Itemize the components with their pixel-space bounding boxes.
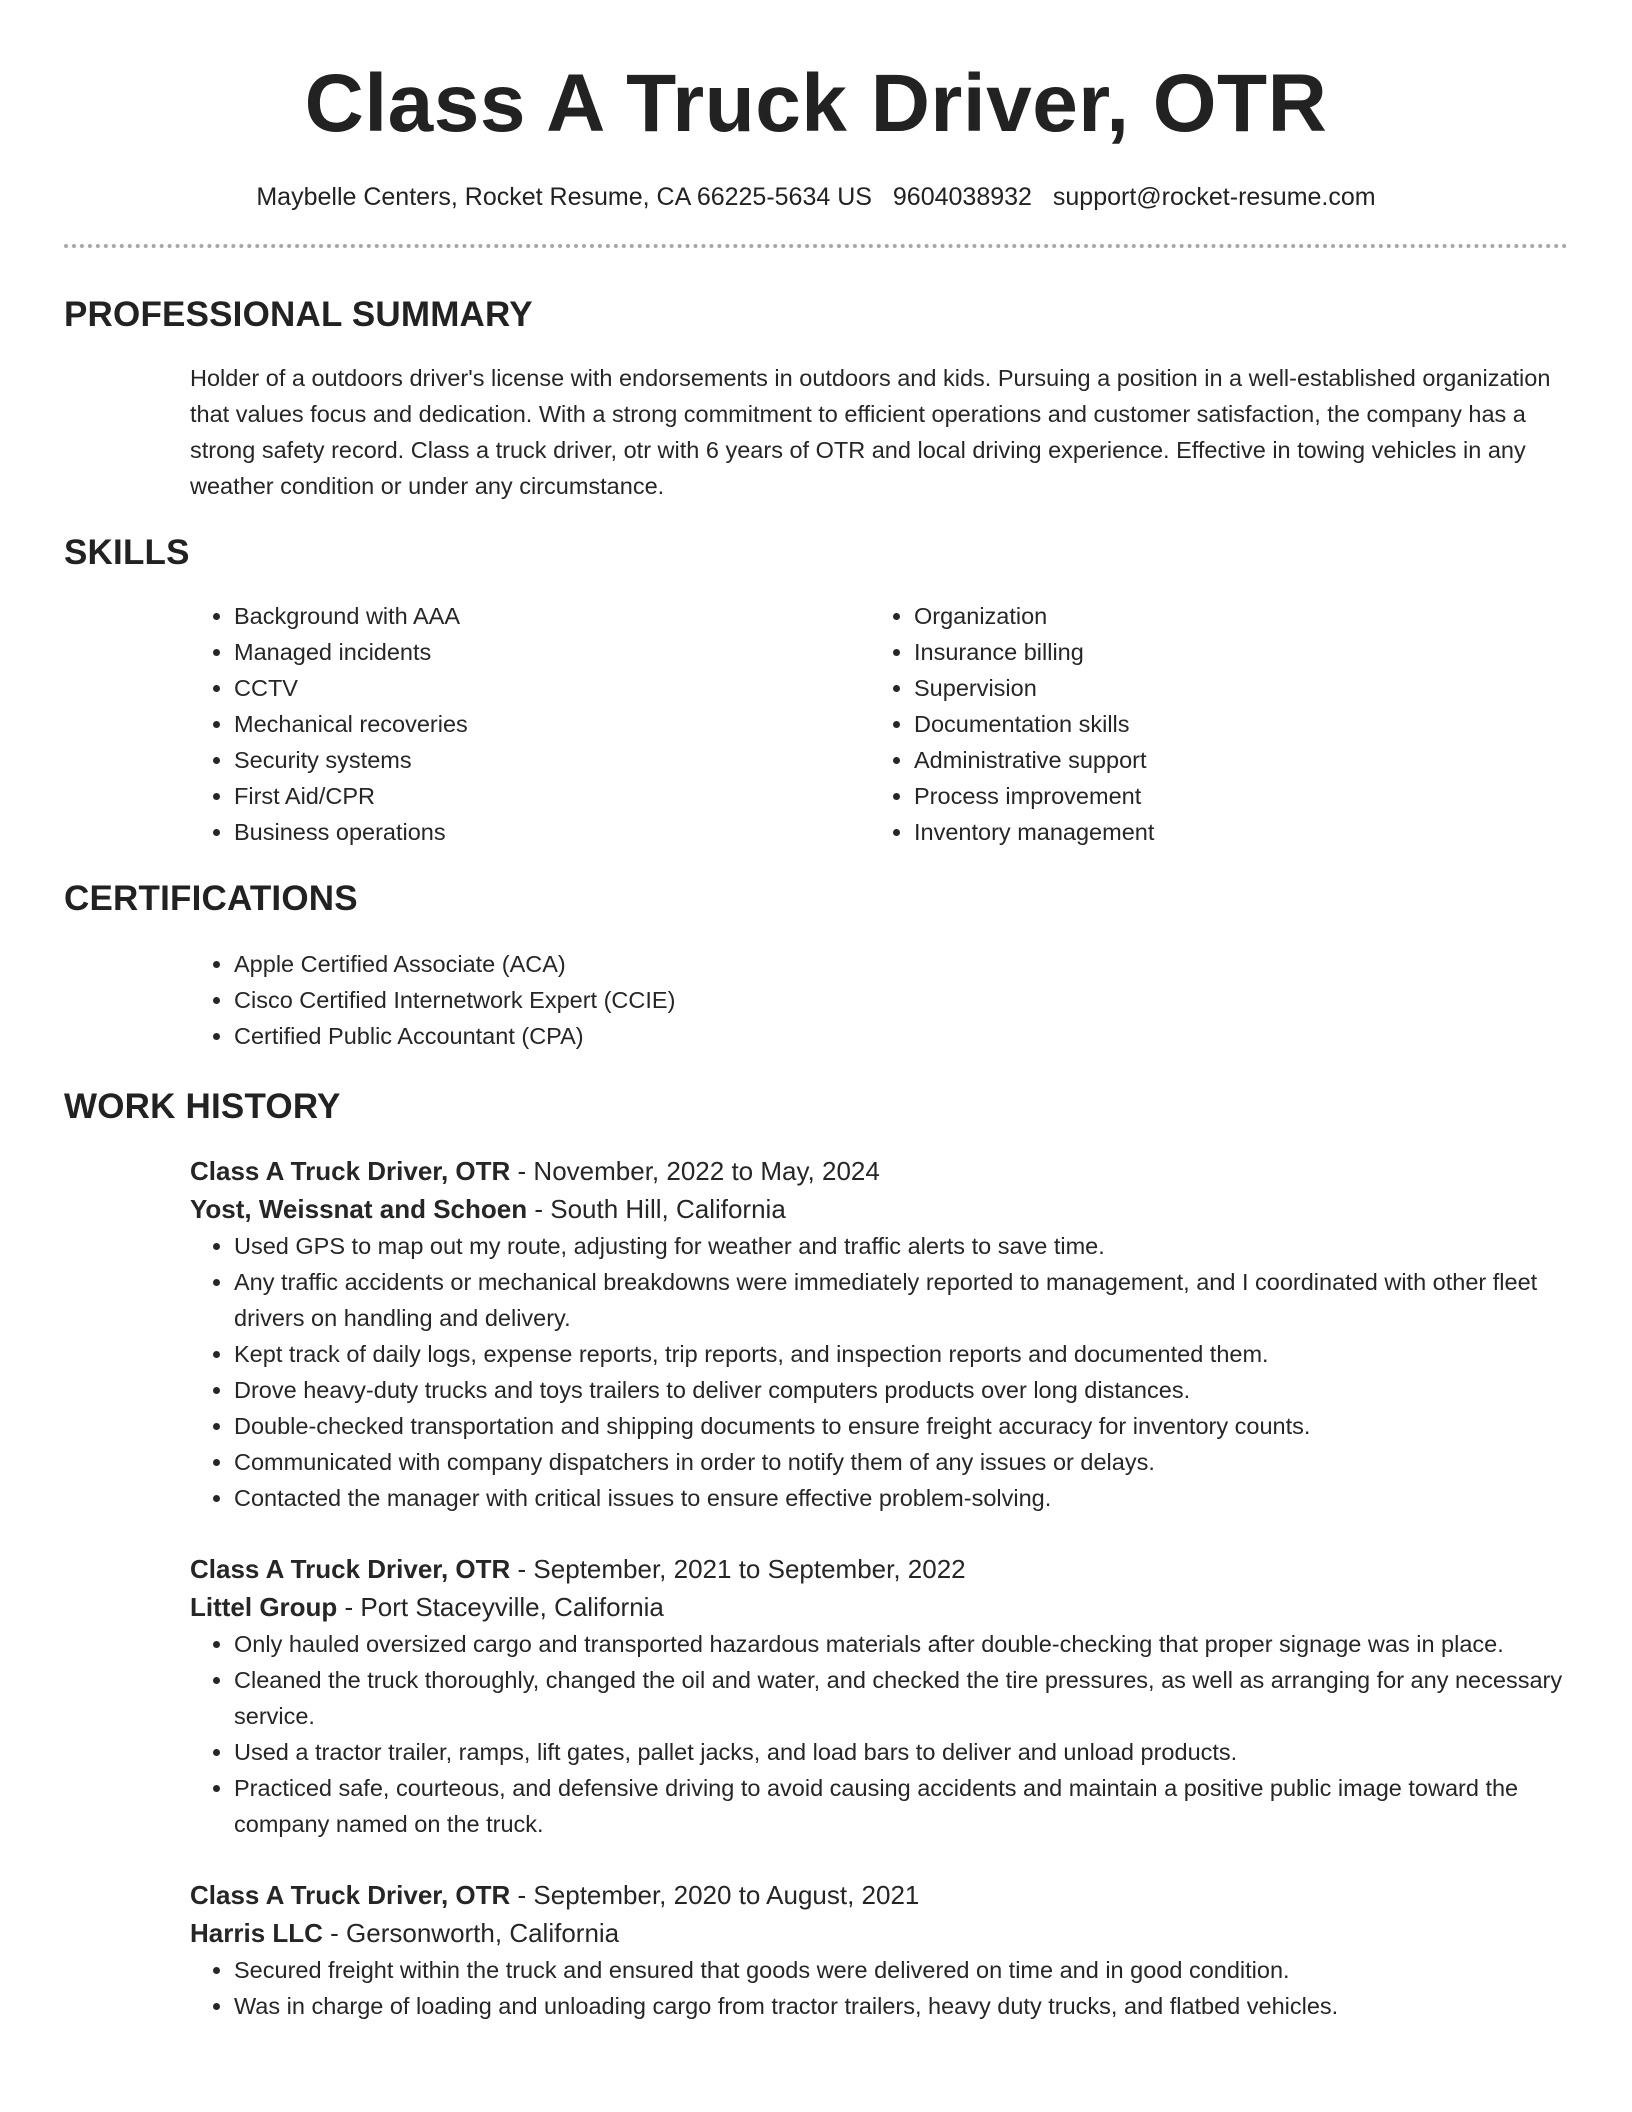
skill-item: • Organization	[914, 598, 1550, 634]
resume-name: Class A Truck Driver, OTR	[304, 58, 1328, 149]
job-entry	[64, 1550, 1568, 1842]
job-bullet: • Double-checked transportation and shipping documents to ensure freight accuracy for inventory counts.	[234, 1408, 1568, 1444]
skill-item: • Background with AAA	[234, 598, 870, 634]
skill-item: • Managed incidents	[234, 634, 870, 670]
job-company: Littel Group	[190, 1592, 338, 1622]
job-role: Class A Truck Driver, OTR	[190, 1880, 511, 1910]
job-bullets	[190, 1952, 1568, 2024]
job-dates: - September, 2020 to August, 2021	[510, 1880, 920, 1910]
contact-line	[64, 180, 1568, 214]
certifications-heading: CERTIFICATIONS	[64, 879, 358, 918]
skill-item: • Security systems	[234, 742, 870, 778]
job-title-line	[190, 1152, 1568, 1190]
job-location: - Gersonworth, California	[322, 1918, 620, 1948]
skill-item: • Inventory management	[914, 814, 1550, 850]
address-text: Maybelle Centers, Rocket Resume, CA 66225-5634 US	[256, 183, 872, 211]
certification-item: • Apple Certified Associate (ACA)	[234, 946, 1568, 982]
skill-item: • Mechanical recoveries	[234, 706, 870, 742]
job-company: Harris LLC	[190, 1918, 323, 1948]
job-bullet: • Secured freight within the truck and ensured that goods were delivered on time and in good condition.	[234, 1952, 1568, 1988]
job-location: - South Hill, California	[527, 1194, 786, 1224]
skills-grid	[190, 598, 1568, 850]
job-company: Yost, Weissnat and Schoen	[190, 1194, 528, 1224]
certification-item: • Certified Public Accountant (CPA)	[234, 1018, 1568, 1054]
header-divider	[64, 244, 1568, 248]
skills-column-right	[870, 598, 1550, 850]
job-company-line	[190, 1588, 1568, 1626]
certification-item: • Cisco Certified Internetwork Expert (CCIE)	[234, 982, 1568, 1018]
skills-column-left	[190, 598, 870, 850]
job-bullet: • Practiced safe, courteous, and defensive driving to avoid causing accidents and maintain a positive public image toward the company named on the truck.	[234, 1770, 1568, 1842]
job-company-line	[190, 1190, 1568, 1228]
job-dates: - November, 2022 to May, 2024	[510, 1156, 880, 1186]
skill-item: • First Aid/CPR	[234, 778, 870, 814]
job-dates: - September, 2021 to September, 2022	[510, 1554, 966, 1584]
summary-heading: PROFESSIONAL SUMMARY	[64, 295, 533, 334]
job-bullet: • Communicated with company dispatchers in order to notify them of any issues or delays.	[234, 1444, 1568, 1480]
summary-text: Holder of a outdoors driver's license with endorsements in outdoors and kids. Pursuing a position in a well-established organization that values focus and dedication. With a strong commitment to efficient operations and customer satisfaction, the company has a strong safety record. Class a truck driver, otr with 6 years of OTR and local driving experience. Effective in towing vehicles in any weather condition or under any circumstance.	[190, 365, 1551, 499]
skill-item: • Business operations	[234, 814, 870, 850]
skill-item: • CCTV	[234, 670, 870, 706]
job-bullet: • Was in charge of loading and unloading cargo from tractor trailers, heavy duty trucks, and flatbed vehicles.	[234, 1988, 1568, 2024]
skill-item: • Documentation skills	[914, 706, 1550, 742]
skill-item: • Insurance billing	[914, 634, 1550, 670]
skill-item: • Administrative support	[914, 742, 1550, 778]
job-entry	[64, 1152, 1568, 1516]
job-role: Class A Truck Driver, OTR	[190, 1156, 511, 1186]
job-role: Class A Truck Driver, OTR	[190, 1554, 511, 1584]
job-bullets	[190, 1626, 1568, 1842]
job-title-line	[190, 1550, 1568, 1588]
job-location: - Port Staceyville, California	[337, 1592, 664, 1622]
job-bullet: • Only hauled oversized cargo and transported hazardous materials after double-checking that proper signage was in place.	[234, 1626, 1568, 1662]
skill-item: • Process improvement	[914, 778, 1550, 814]
job-entry	[64, 1876, 1568, 2024]
work-history-heading: WORK HISTORY	[64, 1087, 341, 1126]
job-bullet: • Any traffic accidents or mechanical breakdowns were immediately reported to management, and I coordinated with other fleet drivers on handling and delivery.	[234, 1264, 1568, 1336]
job-title-line	[190, 1876, 1568, 1914]
job-bullet: • Kept track of daily logs, expense reports, trip reports, and inspection reports and documented them.	[234, 1336, 1568, 1372]
phone-text: 9604038932	[892, 183, 1032, 211]
job-company-line	[190, 1914, 1568, 1952]
job-bullet: • Contacted the manager with critical issues to ensure effective problem-solving.	[234, 1480, 1568, 1516]
job-bullets	[190, 1228, 1568, 1516]
job-bullet: • Cleaned the truck thoroughly, changed the oil and water, and checked the tire pressures, as well as arranging for any necessary service.	[234, 1662, 1568, 1734]
job-bullet: • Drove heavy-duty trucks and toys trailers to deliver computers products over long distances.	[234, 1372, 1568, 1408]
email-text: support@rocket-resume.com	[1052, 183, 1376, 211]
job-bullet: • Used a tractor trailer, ramps, lift gates, pallet jacks, and load bars to deliver and unload products.	[234, 1734, 1568, 1770]
job-bullet: • Used GPS to map out my route, adjusting for weather and traffic alerts to save time.	[234, 1228, 1568, 1264]
skill-item: • Supervision	[914, 670, 1550, 706]
skills-heading: SKILLS	[64, 533, 190, 572]
certifications-list	[190, 946, 1568, 1054]
